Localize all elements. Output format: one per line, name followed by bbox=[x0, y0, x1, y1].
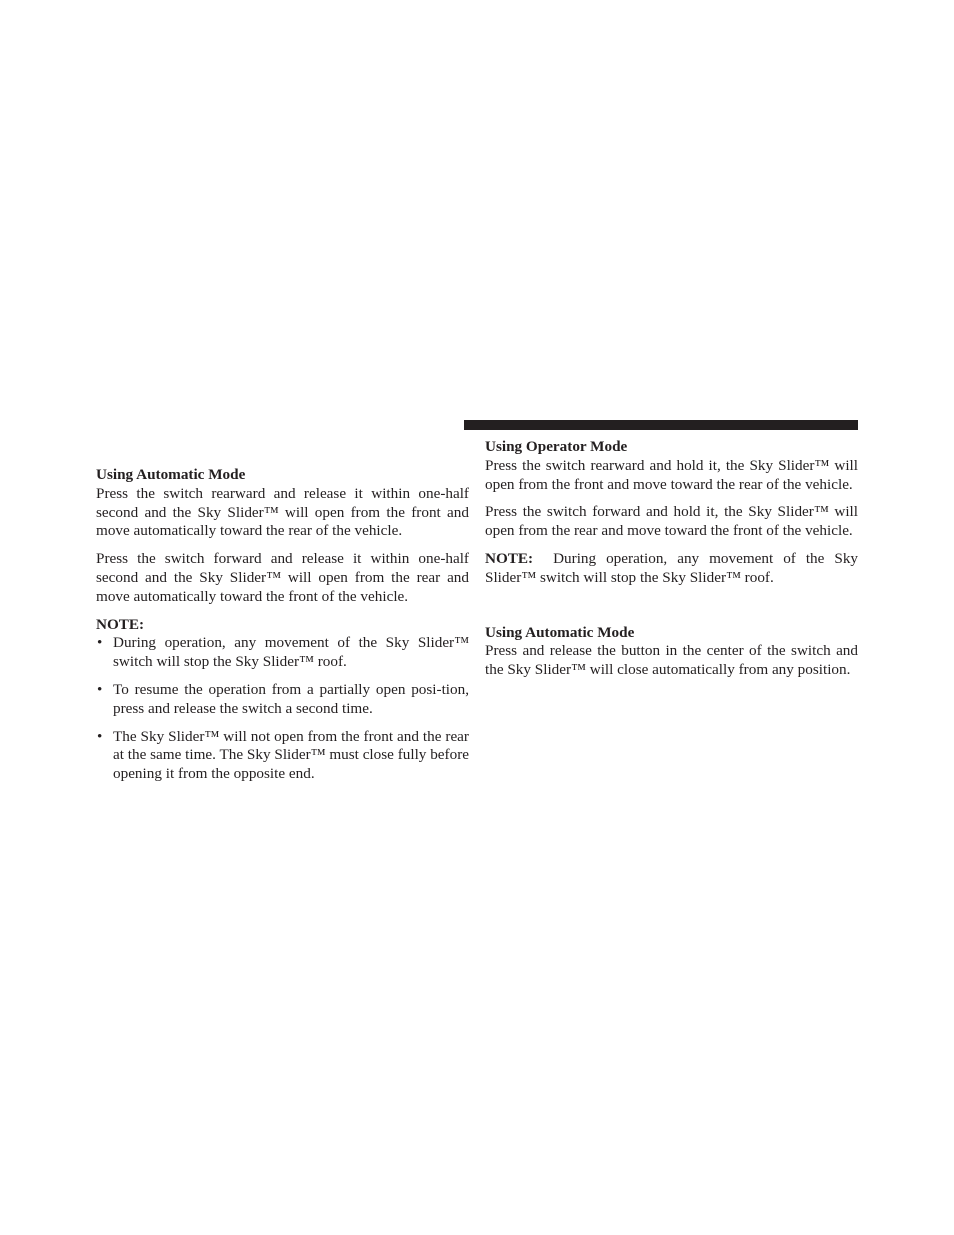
automatic-mode-rearward-paragraph: Press the switch rearward and release it within one-half second and the Sky Slider™ will open from the front and move automatically toward the rear of the vehicle. bbox=[96, 484, 469, 540]
note-item-text: To resume the operation from a partially open posi-tion, press and release the switch a second time. bbox=[113, 680, 469, 717]
section-divider-bar bbox=[464, 420, 858, 430]
close-automatic-mode-paragraph: Press and release the button in the center of the switch and the Sky Slider™ will close automatically from any position. bbox=[485, 642, 858, 679]
note-label: NOTE: bbox=[96, 615, 145, 633]
operator-mode-forward-paragraph: Press the switch forward and hold it, the Sky Slider™ will open from the rear and move toward the front of the vehicle. bbox=[485, 503, 858, 540]
note-list bbox=[96, 634, 469, 784]
right-column bbox=[485, 438, 858, 689]
note-item-text: The Sky Slider™ will not open from the front and the rear at the same time. The Sky Slider™ must close fully before opening it from the opposite end. bbox=[113, 727, 469, 783]
operator-mode-heading: Using Operator Mode bbox=[485, 438, 628, 455]
operator-note-paragraph bbox=[485, 550, 858, 588]
automatic-mode-heading: Using Automatic Mode bbox=[96, 466, 246, 483]
automatic-mode-forward-paragraph: Press the switch forward and release it within one-half second and the Sky Slider™ will open from the rear and move automatically toward the front of the vehicle. bbox=[96, 550, 469, 605]
left-column bbox=[96, 466, 469, 793]
note-item-text: During operation, any movement of the Sky Slider™ switch will stop the Sky Slider™ roof. bbox=[113, 634, 469, 671]
close-automatic-mode-heading: Using Automatic Mode bbox=[485, 623, 635, 641]
section-gap bbox=[485, 597, 858, 624]
note-item bbox=[96, 728, 469, 784]
operator-mode-rearward-paragraph: Press the switch rearward and hold it, the Sky Slider™ will open from the front and move toward the rear of the vehicle. bbox=[485, 456, 858, 493]
note-label: NOTE: bbox=[485, 549, 534, 567]
bullet-icon: • bbox=[97, 727, 103, 745]
note-item bbox=[96, 634, 469, 672]
note-item bbox=[96, 681, 469, 719]
bullet-icon: • bbox=[97, 680, 103, 698]
bullet-icon: • bbox=[97, 634, 103, 652]
note-text: During operation, any movement of the Sky Slider™ switch will stop the Sky Slider™ roof. bbox=[485, 549, 859, 586]
